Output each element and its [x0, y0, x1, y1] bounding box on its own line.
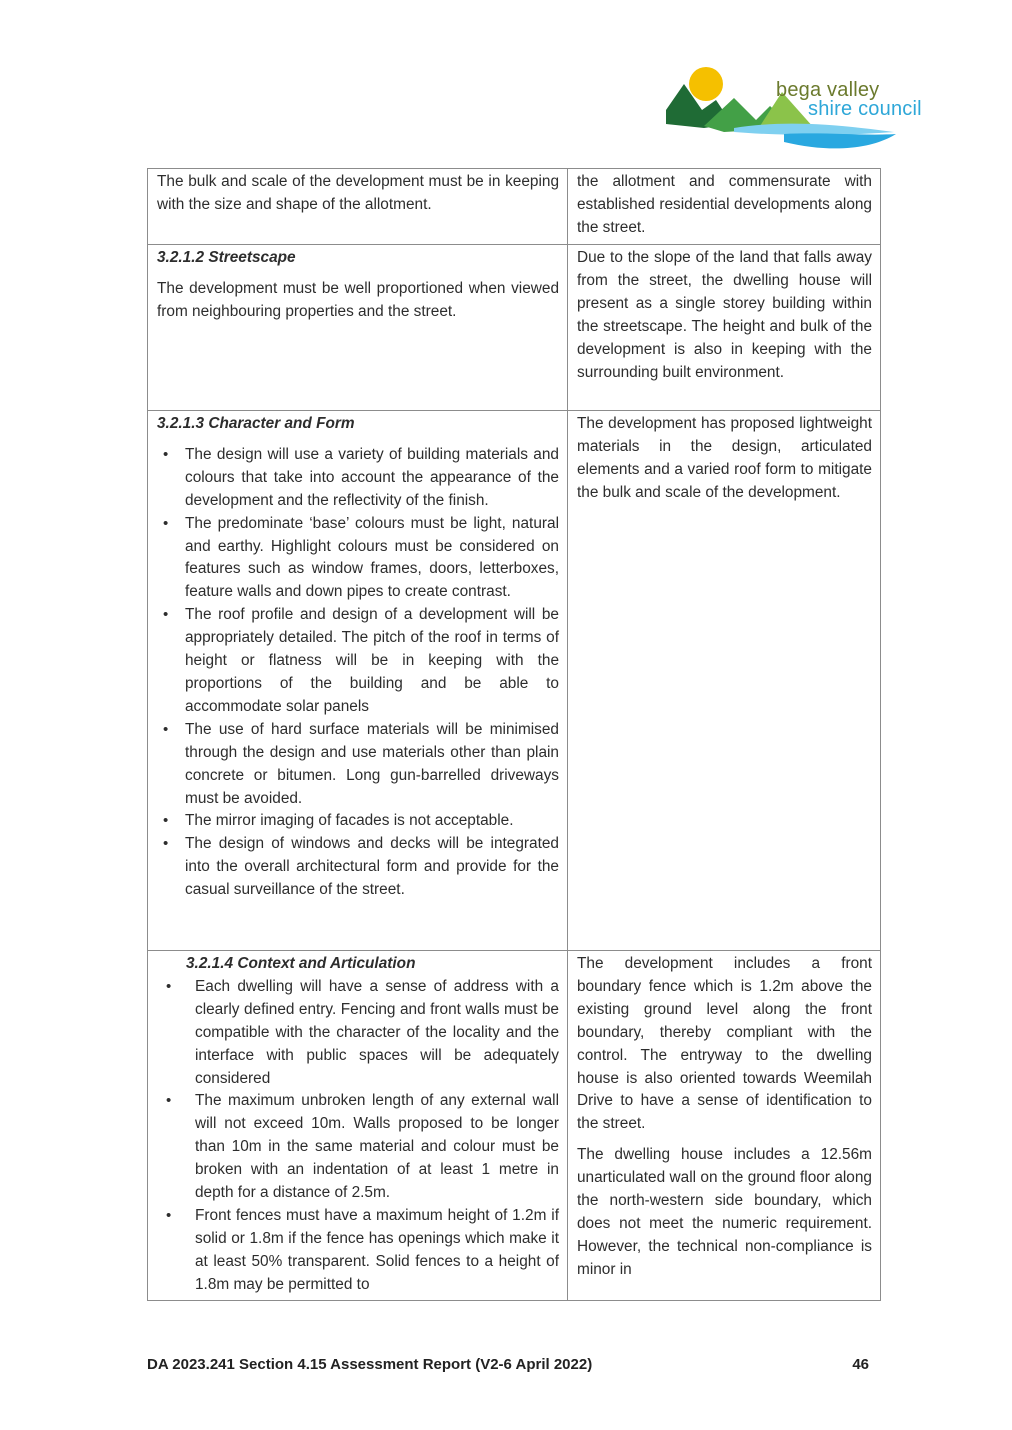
council-logo: [664, 62, 939, 154]
control-cell: [148, 951, 568, 1301]
control-text: The bulk and scale of the development must be in keeping with the size and shape of the allotment.: [157, 173, 559, 213]
comment-text: The development includes a front boundary fence which is 1.2m above the existing ground level along the front boundary, thereby compliant with the control. The entryway to the dwelling house is also oriented towards Weemilah Drive to have a sense of identification to the street.: [577, 955, 872, 1133]
list-item: • The use of hard surface materials will be minimised through the design and use materials other than plain concrete or bitumen. Long gun-barrelled driveways must be avoided.: [157, 719, 559, 811]
comment-text: the allotment and commensurate with established residential developments along the street.: [577, 173, 872, 236]
wave-light-shape: [734, 124, 894, 135]
list-item: • Front fences must have a maximum height of 1.2m if solid or 1.8m if the fence has openings which make it at least 50% transparent. Solid fences to a height of 1.8m may be permitted to: [157, 1205, 559, 1297]
table-row: [148, 245, 881, 411]
control-bullet-list: [157, 444, 559, 902]
section-heading: 3.2.1.2 Streetscape: [157, 249, 296, 266]
comment-text: Due to the slope of the land that falls away from the street, the dwelling house will present as a single storey building within the streetscape. The height and bulk of the development is also in keeping with the surrounding built environment.: [577, 249, 872, 381]
list-item: • The mirror imaging of facades is not acceptable.: [157, 810, 559, 833]
list-item: • The design will use a variety of building materials and colours that take into account the appearance of the development and the reflectivity of the finish.: [157, 444, 559, 513]
comment-cell: [568, 245, 881, 411]
comment-cell: [568, 951, 881, 1301]
control-bullet-list: [157, 976, 559, 1297]
page-footer: [147, 1356, 869, 1373]
control-text: The development must be well proportioned when viewed from neighbouring properties and the street.: [157, 279, 559, 320]
table-row: [148, 951, 881, 1301]
section-heading: 3.2.1.4 Context and Articulation: [186, 955, 416, 972]
assessment-table: [147, 168, 881, 1301]
sun-shape: [689, 67, 723, 101]
list-item: • The roof profile and design of a development will be appropriately detailed. The pitch of the roof in terms of height or flatness will be in keeping with the proportions of the building and be able to accommodate solar panels: [157, 604, 559, 719]
comment-text: The dwelling house includes a 12.56m unarticulated wall on the ground floor along the north-western side boundary, which does not meet the numeric requirement. However, the technical non-compliance is minor in: [577, 1146, 872, 1278]
comment-text: The development has proposed lightweight materials in the design, articulated elements and a varied roof form to mitigate the bulk and scale of the development.: [577, 415, 872, 501]
list-item: • The design of windows and decks will be integrated into the overall architectural form and provide for the casual surveillance of the street.: [157, 833, 559, 902]
control-cell: [148, 245, 568, 411]
logo-text-line1: bega valley: [776, 79, 880, 101]
list-item: • The maximum unbroken length of any external wall will not exceed 10m. Walls proposed to be longer than 10m in the same material and colour must be broken with an indentation of at least 1 metre in depth for a distance of 2.5m.: [157, 1090, 559, 1205]
comment-cell: [568, 169, 881, 245]
section-heading: 3.2.1.3 Character and Form: [157, 415, 355, 432]
logo-text-line2: shire council: [808, 98, 922, 120]
report-title: DA 2023.241 Section 4.15 Assessment Report (V2-6 April 2022): [147, 1356, 593, 1373]
page-number: 46: [852, 1356, 869, 1373]
list-item: • The predominate ‘base’ colours must be light, natural and earthy. Highlight colours must be considered on features such as window frames, doors, letterboxes, feature walls and down pipes to create contrast.: [157, 513, 559, 605]
comment-cell: [568, 411, 881, 951]
table-row: [148, 169, 881, 245]
control-cell: [148, 411, 568, 951]
list-item: • Each dwelling will have a sense of address with a clearly defined entry. Fencing and front walls must be compatible with the character of the locality and the interface with public spaces will be adequately considered: [157, 976, 559, 1091]
wave-blue-shape: [784, 133, 896, 148]
control-cell: [148, 169, 568, 245]
table-row: [148, 411, 881, 951]
